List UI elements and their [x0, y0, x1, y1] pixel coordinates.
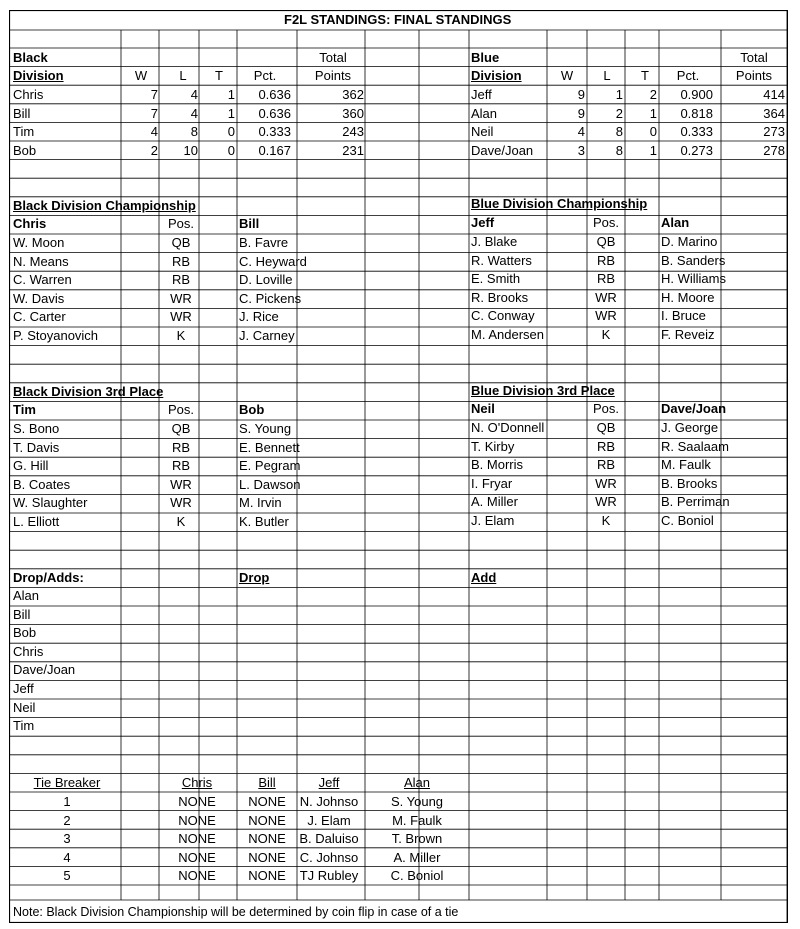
black_third-player-left: W. Slaughter: [13, 495, 88, 511]
blue-team-wins: 9: [577, 105, 585, 121]
page-title: F2L STANDINGS: FINAL STANDINGS: [284, 12, 512, 27]
black_third-player-left: L. Elliott: [13, 514, 60, 529]
black-team-name: Bill: [13, 105, 31, 121]
black_champ-position: RB: [171, 272, 191, 288]
black_third-position: K: [176, 514, 186, 529]
black_third-player-right: E. Bennett: [239, 439, 300, 455]
black_champ-position: WR: [170, 309, 192, 325]
tiebreaker-chris: NONE: [178, 812, 216, 828]
blue-team-wins: 3: [577, 142, 585, 158]
black_champ-player-right: C. Pickens: [239, 290, 302, 306]
black_champ-player-left: P. Stoyanovich: [13, 328, 99, 343]
tiebreaker-bill-header: Bill: [258, 775, 276, 790]
black-col-t: T: [215, 68, 223, 83]
tiebreaker-number: 4: [63, 849, 71, 865]
black-team-points: 362: [342, 87, 364, 102]
black-champ-right-name: Bill: [239, 216, 260, 231]
black-third-left-name: Tim: [13, 402, 36, 417]
blue_third-position: K: [601, 513, 611, 528]
blue-team-name: Jeff: [471, 87, 492, 102]
tiebreaker-number: 3: [63, 831, 71, 847]
black-team-ties: 0: [227, 142, 235, 158]
black_third-player-right: M. Irvin: [239, 495, 282, 511]
blue_champ-player-right: I. Bruce: [661, 308, 706, 324]
blue_champ-position: K: [601, 327, 611, 342]
blue-champ-pos-label: Pos.: [592, 215, 619, 230]
tiebreaker-alan: S. Young: [390, 794, 444, 809]
tiebreaker-alan-header: Alan: [403, 775, 431, 790]
black_third-player-right: K. Butler: [239, 514, 289, 529]
tiebreaker-header: Tie Breaker: [33, 775, 101, 790]
blue_third-player-left: N. O'Donnell: [471, 420, 545, 435]
tiebreaker-chris: NONE: [178, 794, 216, 809]
blue_third-position: WR: [595, 475, 617, 491]
drop-add-name: Dave/Joan: [13, 662, 76, 678]
tiebreaker-alan: A. Miller: [393, 849, 441, 865]
black-division-header-2: Division: [13, 68, 64, 83]
blue-team-pct: 0.900: [680, 87, 713, 102]
tiebreaker-jeff-header: Jeff: [318, 775, 340, 790]
black-col-points: Points: [314, 68, 352, 83]
blue-team-points: 364: [763, 105, 785, 121]
blue_champ-player-right: H. Williams: [661, 271, 726, 287]
blue_third-player-left: T. Kirby: [471, 438, 515, 454]
blue-team-pct: 0.818: [680, 105, 713, 121]
blue_third-player-left: A. Miller: [471, 494, 518, 510]
black_champ-position: QB: [171, 235, 191, 250]
drop-add-name: Neil: [13, 699, 36, 715]
black-team-losses: 4: [190, 87, 198, 102]
black-team-wins: 2: [150, 142, 158, 158]
black-team-pct: 0.167: [258, 142, 291, 158]
tiebreaker-alan: C. Boniol: [390, 868, 444, 884]
tiebreaker-bill: NONE: [248, 812, 286, 828]
blue-third-pos-label: Pos.: [592, 401, 619, 416]
standings-sheet: [9, 10, 788, 923]
blue_champ-player-left: R. Watters: [471, 252, 532, 268]
drop-add-name: Tim: [13, 718, 35, 734]
blue_champ-player-left: M. Andersen: [471, 327, 544, 342]
black-third-heading: Black Division 3rd Place: [13, 384, 164, 399]
black_champ-player-right: J. Rice: [239, 309, 279, 325]
blue-team-pct: 0.333: [680, 124, 713, 140]
blue-team-ties: 1: [649, 105, 657, 121]
black-team-name: Chris: [13, 87, 44, 102]
black-col-total: Total: [319, 50, 347, 65]
black_champ-position: WR: [170, 290, 192, 306]
black_third-player-left: B. Coates: [13, 476, 71, 492]
footnote: Note: Black Division Championship will be determined by coin flip in case of a tie: [13, 905, 459, 919]
blue-team-losses: 8: [615, 142, 623, 158]
blue-third-left-name: Neil: [471, 401, 495, 416]
drop-label: Drop: [239, 570, 270, 585]
black-team-losses: 4: [190, 105, 198, 121]
blue-team-losses: 2: [615, 105, 623, 121]
tiebreaker-jeff: N. Johnso: [299, 794, 359, 809]
blue_champ-player-right: H. Moore: [661, 289, 715, 305]
blue_champ-position: WR: [595, 289, 617, 305]
blue-col-pct: Pct.: [676, 68, 700, 83]
blue-team-ties: 2: [649, 87, 657, 102]
black_third-position: WR: [170, 495, 192, 511]
blue_champ-position: RB: [596, 252, 616, 268]
black-team-losses: 10: [183, 142, 198, 158]
black-third-right-name: Bob: [239, 402, 265, 417]
blue_third-player-right: R. Saalaam: [661, 438, 729, 454]
drop-add-name: Bob: [13, 625, 37, 641]
blue-col-points: Points: [735, 68, 773, 83]
black_third-player-right: S. Young: [239, 421, 292, 436]
black-team-losses: 8: [190, 124, 198, 140]
blue-team-name: Neil: [471, 124, 494, 140]
black-team-wins: 4: [150, 124, 158, 140]
black_champ-player-left: W. Davis: [13, 290, 65, 306]
tiebreaker-number: 2: [63, 812, 71, 828]
black-team-ties: 0: [227, 124, 235, 140]
drop-add-name: Bill: [13, 606, 31, 622]
tiebreaker-chris-header: Chris: [181, 775, 213, 790]
blue-team-points: 414: [763, 87, 785, 102]
tiebreaker-jeff: J. Elam: [307, 812, 351, 828]
black-team-name: Tim: [13, 124, 35, 140]
blue_champ-player-left: J. Blake: [471, 234, 518, 249]
blue-col-w: W: [560, 68, 574, 83]
blue_champ-player-right: F. Reveiz: [661, 327, 715, 342]
black_champ-player-right: D. Loville: [239, 272, 293, 288]
blue_third-position: RB: [596, 438, 616, 454]
blue_third-player-right: J. George: [661, 420, 719, 435]
tiebreaker-bill: NONE: [248, 849, 286, 865]
blue_third-position: RB: [596, 457, 616, 473]
black_champ-player-right: J. Carney: [239, 328, 295, 343]
black_third-player-left: S. Bono: [13, 421, 60, 436]
black_champ-player-left: C. Warren: [13, 272, 72, 288]
black_third-position: RB: [171, 439, 191, 455]
blue-team-wins: 4: [577, 124, 585, 140]
blue-team-ties: 0: [649, 124, 657, 140]
tiebreaker-number: 1: [63, 794, 71, 809]
black-team-name: Bob: [13, 142, 37, 158]
black-team-pct: 0.636: [258, 87, 291, 102]
black-team-ties: 1: [227, 105, 235, 121]
tiebreaker-bill: NONE: [248, 831, 286, 847]
blue-col-t: T: [641, 68, 649, 83]
tiebreaker-chris: NONE: [178, 868, 216, 884]
blue-team-points: 278: [763, 142, 785, 158]
black_champ-player-left: W. Moon: [13, 235, 65, 250]
blue_champ-position: WR: [595, 308, 617, 324]
add-label: Add: [471, 570, 497, 585]
blue_champ-position: RB: [596, 271, 616, 287]
black-team-pct: 0.636: [258, 105, 291, 121]
black-team-ties: 1: [227, 87, 235, 102]
blue_champ-player-right: B. Sanders: [661, 252, 726, 268]
blue-team-wins: 9: [577, 87, 585, 102]
blue-champ-right-name: Alan: [661, 215, 690, 230]
blue_champ-player-right: D. Marino: [661, 234, 718, 249]
tiebreaker-jeff: B. Daluiso: [299, 831, 359, 847]
black-champ-pos-label: Pos.: [167, 216, 194, 231]
blue-division-header-1: Blue: [471, 50, 500, 65]
blue-team-pct: 0.273: [680, 142, 713, 158]
blue-division-header-2: Division: [471, 68, 522, 83]
blue-team-name: Alan: [471, 105, 498, 121]
black_third-player-right: L. Dawson: [239, 476, 301, 492]
tiebreaker-bill: NONE: [248, 794, 286, 809]
black-col-l: L: [179, 68, 187, 83]
black-team-points: 243: [342, 124, 364, 140]
black_champ-position: K: [176, 328, 186, 343]
blue_champ-position: QB: [596, 234, 616, 249]
black-col-pct: Pct.: [253, 68, 277, 83]
blue_champ-player-left: C. Conway: [471, 308, 535, 324]
black_third-position: QB: [171, 421, 191, 436]
black_third-player-left: G. Hill: [13, 458, 49, 474]
black-team-pct: 0.333: [258, 124, 291, 140]
blue-team-ties: 1: [649, 142, 657, 158]
tiebreaker-bill: NONE: [248, 868, 286, 884]
black_champ-player-left: C. Carter: [13, 309, 66, 325]
black_champ-player-right: B. Favre: [239, 235, 289, 250]
blue_third-player-left: I. Fryar: [471, 475, 513, 491]
blue-third-heading: Blue Division 3rd Place: [471, 383, 615, 398]
black-team-wins: 7: [150, 105, 158, 121]
black_third-player-left: T. Davis: [13, 439, 60, 455]
tiebreaker-chris: NONE: [178, 831, 216, 847]
drop-add-name: Jeff: [13, 681, 34, 696]
black-col-w: W: [134, 68, 148, 83]
black_third-position: RB: [171, 458, 191, 474]
drop-adds-heading: Drop/Adds:: [13, 570, 84, 585]
blue-champ-left-name: Jeff: [471, 215, 495, 230]
tiebreaker-jeff: TJ Rubley: [299, 868, 359, 884]
blue-team-losses: 8: [615, 124, 623, 140]
blue_third-player-right: B. Brooks: [661, 475, 718, 491]
blue_third-player-right: B. Perriman: [661, 494, 730, 510]
blue_third-player-left: B. Morris: [471, 457, 523, 473]
blue_third-position: QB: [596, 420, 616, 435]
black-champ-heading: Black Division Championship: [13, 198, 196, 213]
black_champ-player-left: N. Means: [13, 253, 69, 269]
blue_third-position: WR: [595, 494, 617, 510]
black-team-points: 360: [342, 105, 364, 121]
tiebreaker-chris: NONE: [178, 849, 216, 865]
blue-team-losses: 1: [615, 87, 623, 102]
black-third-pos-label: Pos.: [167, 402, 194, 417]
blue-col-total: Total: [740, 50, 768, 65]
blue_champ-player-left: E. Smith: [471, 271, 521, 287]
black_champ-position: RB: [171, 253, 191, 269]
tiebreaker-alan: T. Brown: [391, 831, 443, 847]
blue_third-player-right: C. Boniol: [661, 513, 714, 528]
black_champ-player-right: C. Heyward: [239, 253, 307, 269]
tiebreaker-jeff: C. Johnso: [299, 849, 359, 865]
black-champ-left-name: Chris: [13, 216, 47, 231]
blue-col-l: L: [603, 68, 611, 83]
black-division-header-1: Black: [13, 50, 48, 65]
blue_third-player-left: J. Elam: [471, 513, 515, 528]
drop-add-name: Chris: [13, 643, 44, 659]
black_third-player-right: E. Pegram: [239, 458, 301, 474]
blue-third-right-name: Dave/Joan: [661, 401, 727, 416]
black-team-wins: 7: [150, 87, 158, 102]
blue_champ-player-left: R. Brooks: [471, 289, 529, 305]
blue-team-points: 273: [763, 124, 785, 140]
blue_third-player-right: M. Faulk: [661, 457, 711, 473]
tiebreaker-alan: M. Faulk: [392, 812, 442, 828]
drop-add-name: Alan: [13, 588, 40, 603]
tiebreaker-number: 5: [63, 868, 71, 884]
blue-champ-heading: Blue Division Championship: [471, 196, 648, 211]
black-team-points: 231: [342, 142, 364, 158]
blue-team-name: Dave/Joan: [471, 142, 534, 158]
black_third-position: WR: [170, 476, 192, 492]
